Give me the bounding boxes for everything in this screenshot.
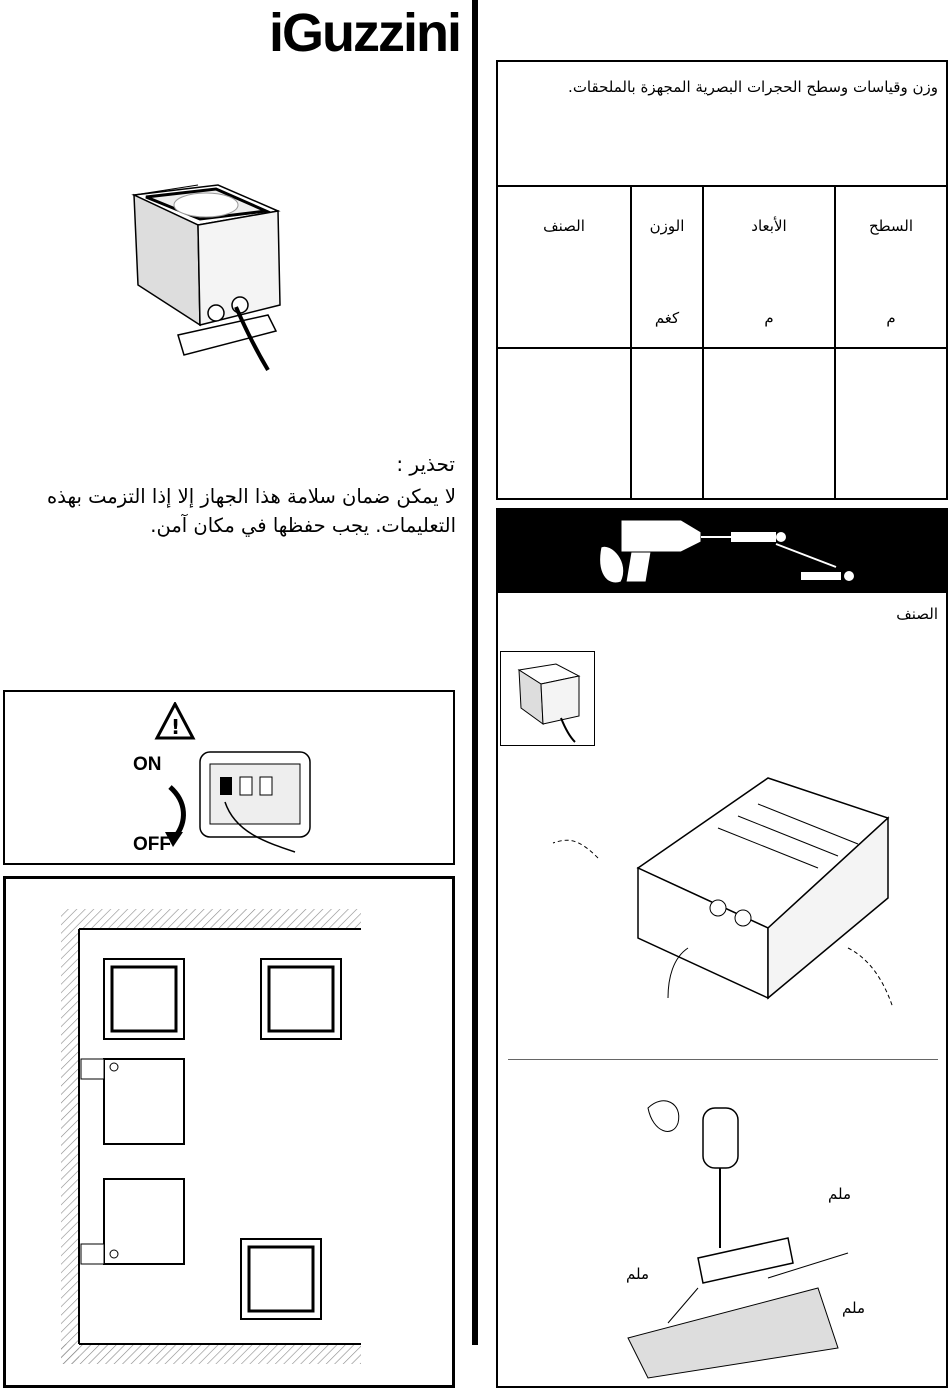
col-dimensions xyxy=(702,187,834,498)
col-surface-unit: م xyxy=(886,309,896,327)
col-surface-label: السطح xyxy=(868,217,914,235)
col-surface xyxy=(834,187,946,498)
column-divider xyxy=(472,0,478,1345)
warning-title: تحذير : xyxy=(396,452,455,476)
dim-label-2: ملم xyxy=(626,1265,649,1283)
tools-band xyxy=(496,508,948,593)
drilling-illustration xyxy=(618,1088,918,1383)
col-category xyxy=(498,187,630,498)
drill-icon xyxy=(591,512,871,590)
col-dimensions-label: الأبعاد xyxy=(751,217,787,235)
mounting-configurations-panel xyxy=(3,876,455,1388)
switch-off-panel xyxy=(3,690,455,865)
product-thumbnail xyxy=(500,651,595,746)
section-divider xyxy=(508,1059,938,1060)
col-weight-label: الوزن xyxy=(649,217,685,235)
installation-panel xyxy=(496,593,948,1388)
specs-table xyxy=(496,60,948,500)
install-product-label: الصنف xyxy=(896,605,938,623)
col-weight xyxy=(630,187,702,498)
brand-logo: iGuzzini xyxy=(269,3,460,63)
mounting-diagram xyxy=(56,904,366,1369)
col-category-label: الصنف xyxy=(543,217,585,235)
warning-line-2: التعليمات. يجب حفظها في مكان آمن. xyxy=(150,514,456,537)
specs-table-header: وزن وقياسات وسطح الحجرات البصرية المجهزة بالملحقات. xyxy=(568,78,938,96)
junction-box-illustration xyxy=(538,758,938,1028)
dim-label-1: ملم xyxy=(828,1185,851,1203)
dim-label-3: ملم xyxy=(842,1299,865,1317)
warning-body xyxy=(0,482,456,540)
product-illustration xyxy=(128,155,298,375)
svg-text:!: ! xyxy=(171,715,181,739)
thumbnail-illustration xyxy=(501,652,594,745)
col-dimensions-unit: م xyxy=(764,309,774,327)
warning-line-1: لا يمكن ضمان سلامة هذا الجهاز إلا إذا التزمت بهذه xyxy=(47,485,456,508)
off-label: OFF xyxy=(133,834,171,855)
on-label: ON xyxy=(133,754,162,775)
col-weight-unit: كغم xyxy=(654,309,680,327)
